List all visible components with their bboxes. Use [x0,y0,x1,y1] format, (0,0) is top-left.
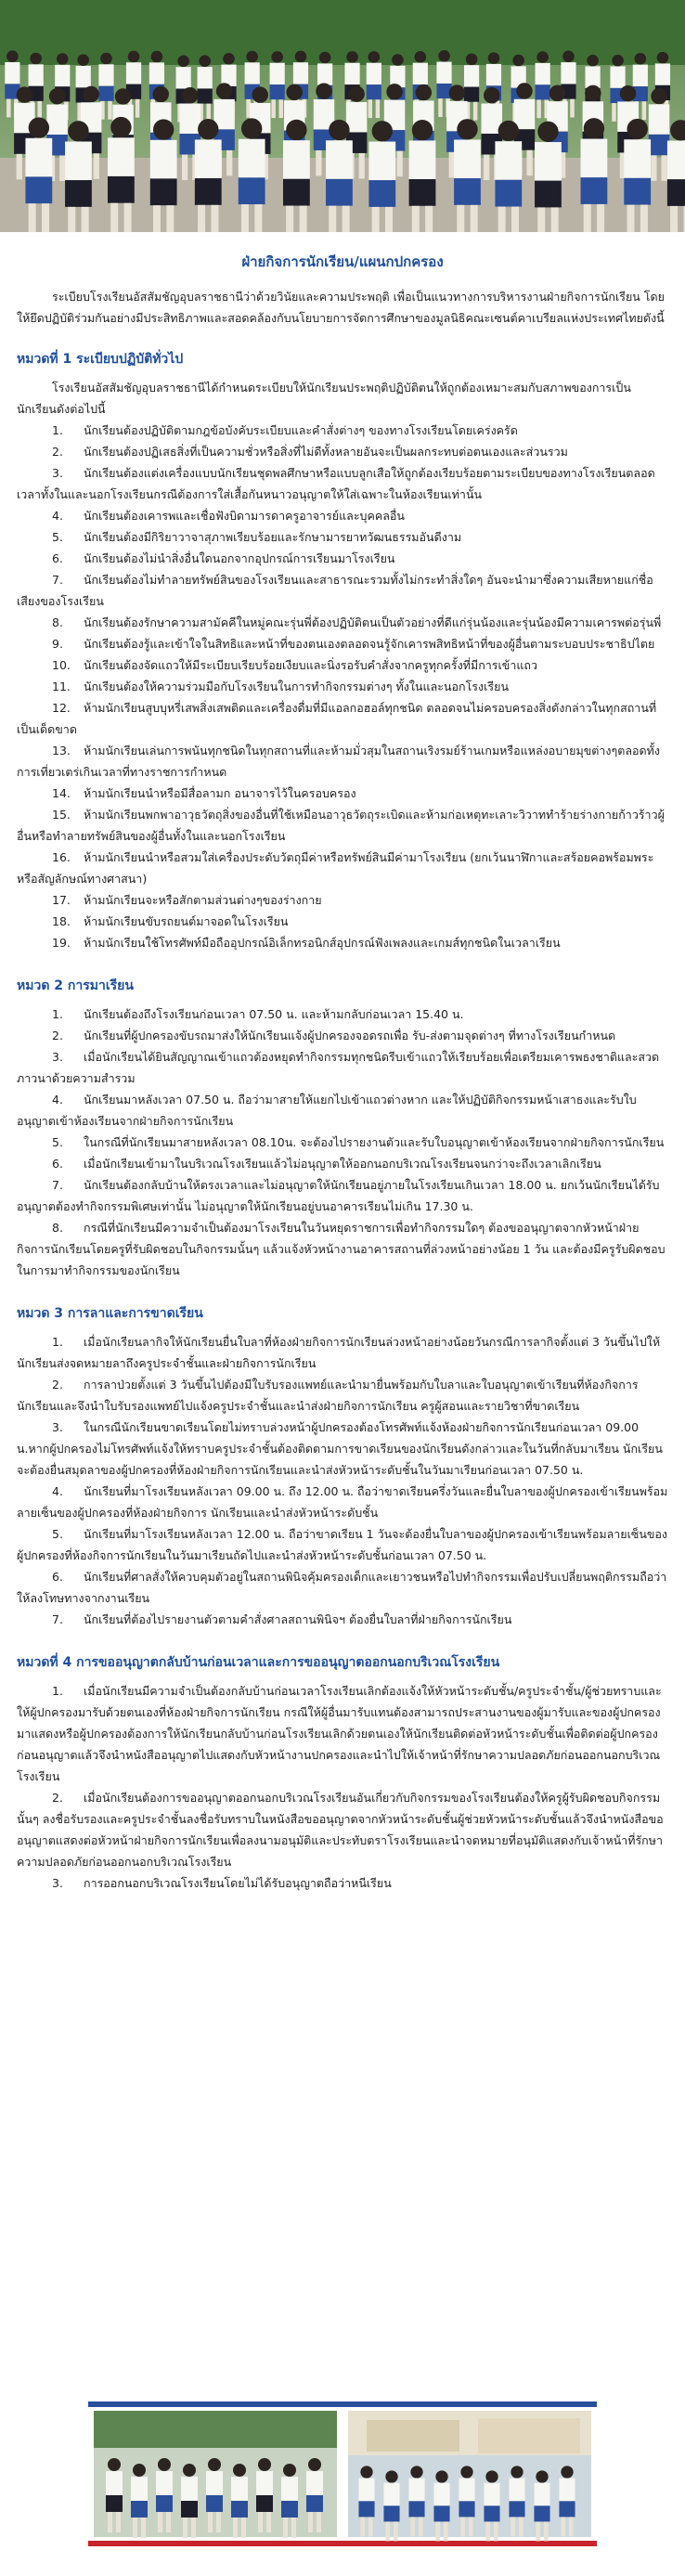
rule-text: เมื่อนักเรียนลากิจให้นักเรียนยื่นใบลาที่ห้องฝ่ายกิจการนักเรียนล่วงหน้าอย่างน้อยวันกรณีการลากิจตั้งแต่ 3 วันขึ้นไปให้นักเรียนส่งจดหมายลาถึงครูประจำชั้นและฝ่ายกิจการนักเรียน [17,1335,661,1370]
students-line-image [0,0,685,232]
rule-text: นักเรียนต้องรักษาความสามัคคีในหมู่คณะรุ่นพี่ต้องปฏิบัติตนเป็นตัวอย่างที่ดีแก่รุ่นน้องและรุ่นน้องมีความเคารพต่อรุ่นพี่ [84,615,662,629]
intro-paragraph: ระเบียบโรงเรียนอัสสัมชัญอุบลราชธานีว่าด้วยวินัยและความประพฤติ เพื่อเป็นแนวทางการบริหารงานฝ่ายกิจการนักเรียน โดยให้ยึดปฏิบัติร่วมกันอย่างมีประสิทธิภาพและสอดคล้องกับนโยบายการจัดการศึกษาของมูลนิธิคณะเซนต์คาเบรียลแห่งประเทศไทยดังนี้ [17,290,665,325]
hero-photo-students [0,0,685,232]
section-1 [17,349,668,953]
rule-text: นักเรียนต้องรู้และเข้าใจในสิทธิและหน้าที่ของตนเองตลอดจนรู้จักเคารพสิทธิหน้าที่ของผู้อื่นตามระบอบประชาธิปไตย [84,637,655,651]
bottom-photo-collage [88,2400,597,2548]
rule-item [17,932,668,953]
rule-text: ห้ามนักเรียนเล่นการพนันทุกชนิดในทุกสถานที่และห้ามมั่วสุมในสถานเริงรมย์ร้านเกมหรือแหล่งอบายมุขต่างๆตลอดทั้งการเที่ยวเตร่เกินเวลาที่ทางราชการกำหนด [17,744,660,779]
rule-number: 6. [52,551,63,565]
rule-item [17,526,668,548]
rule-item [17,1153,668,1174]
rule-number: 5. [52,1135,63,1149]
section-intro: โรงเรียนอัสสัมชัญอุบลราชธานีได้กำหนดระเบียบให้นักเรียนประพฤติปฏิบัติตนให้ถูกต้องเหมาะสมกับสภาพของการเป็นนักเรียนดังต่อไปนี้ [17,381,631,416]
rule-item [17,1609,668,1630]
rule-text: เมื่อนักเรียนต้องการขออนุญาตออกนอกบริเวณโรงเรียนอันเกี่ยวกับกิจกรรมของโรงเรียนต้องให้ครูผู้รับผิดชอบกิจกรรมนั้นๆ ลงชื่อรับรองและครูประจำชั้นลงชื่อรับทราบในหนังสือขออนุญาตจากหัวหน้าระดับชั้นผู้ช่วยหัวหน้าระดับชั้นแล้วจึงนำหนังสือขออนุญาตแสดงต่อหัวหน้าฝ่ายกิจการนักเรียนเพื่อลงนามอนุมัติและประทับตราโรงเรียนและนำจดหมายที่อนุมัติแสดงกับเจ้าหน้าที่รักษาความปลอดภัยก่อนออกนอกบริเวณโรงเรียน [17,1791,664,1869]
page-title: ฝ่ายกิจการนักเรียน/แผนกปกครอง [241,253,444,270]
rule-item [17,420,668,441]
rule-text: การออกนอกบริเวณโรงเรียนโดยไม่ได้รับอนุญาตถือว่าหนีเรียน [84,1876,392,1890]
section-heading: หมวด 3 การลาและการขาดเรียน [17,1306,203,1321]
rule-item [17,1132,668,1153]
rule-item [17,1872,668,1894]
rule-number: 9. [52,637,63,651]
rule-item [17,505,668,526]
rule-text: นักเรียนต้องปฏิเสธสิ่งที่เป็นความชั่วหรือสิ่งที่ไม่ดีทั้งหลายอันจะเป็นผลกระทบต่อตนเองและส่วนรวม [84,445,568,459]
rule-number: 4. [52,1484,63,1498]
rule-number: 10. [52,658,71,672]
rule-item [17,1025,668,1046]
rules-list [17,1003,668,1281]
rule-number: 2. [52,1029,63,1042]
rule-item [17,462,668,505]
rule-item [17,1417,668,1481]
rule-text: ห้ามนักเรียนพกพาอาวุธวัตถุสิ่งของอื่นที่ใช้เหมือนอาวุธวัตถุระเบิดและห้ามก่อเหตุทะเลาะวิวาททำร้ายร่างกายก้าวร้าวผู้อื่นหรือทำลายทรัพย์สินของผู้อื่นทั้งในและนอกโรงเรียน [17,808,665,843]
rule-number: 7. [52,573,63,587]
rule-number: 8. [52,1221,63,1235]
rule-item [17,1566,668,1609]
rule-text: นักเรียนที่ผู้ปกครองขับรถมาส่งให้นักเรียนแจ้งผู้ปกครองจอดรถเพื่อ รับ-ส่งตามจุดต่างๆ ที่ทางโรงเรียนกำหนด [84,1029,616,1042]
rule-text: นักเรียนต้องกลับบ้านให้ตรงเวลาและไม่อนุญาตให้นักเรียนอยู่ภายในโรงเรียนเกินเวลา 18.00 น. ยกเว้นนักเรียนได้รับอนุญาตต้องทำกิจกรรมพิเศษเท่านั้น ไม่อนุญาตให้นักเรียนอยู่บนอาคารเรียนไม่เกิน 17.30 น. [17,1178,660,1213]
rule-number: 6. [52,1570,63,1584]
rule-number: 1. [52,1684,63,1698]
rule-number: 19. [52,936,71,950]
rule-text: นักเรียนที่มาโรงเรียนหลังเวลา 12.00 น. ถือว่าขาดเรียน 1 วันจะต้องยื่นใบลาของผู้ปกครองเข้าเรียนพร้อมลายเซ็นของผู้ปกครองที่ห้องกิจการนักเรียนในวันมาเรียนถัดไปและนำส่งหัวหน้าระดับชั้นก่อนเวลา 07.50 น. [17,1527,668,1562]
rule-number: 13. [52,744,71,757]
rule-text: ห้ามนักเรียนนำหรือมีสื่อลามก อนาจารไว้ในครอบครอง [84,786,356,800]
rule-item [17,1217,668,1281]
rule-item [17,740,668,783]
rule-number: 2. [52,445,63,459]
rule-item [17,1003,668,1025]
rule-number: 5. [52,1527,63,1541]
rule-item [17,654,668,676]
rule-number: 2. [52,1378,63,1392]
section-heading: หมวดที่ 4 การขออนุญาตกลับบ้านก่อนเวลาและการขออนุญาตออกนอกบริเวณโรงเรียน [17,1655,500,1670]
rule-text: นักเรียนต้องแต่งเครื่องแบบนักเรียนชุดพลศึกษาหรือแบบลูกเสือให้ถูกต้องเรียบร้อยตามระเบียบของทางโรงเรียนตลอดเวลาทั้งในและนอกโรงเรียนกรณีต้องการใส่เสื้อกันหนาวอนุญาตให้ใส่เฉพาะในห้องเรียนเท่านั้น [17,466,655,501]
rule-text: นักเรียนต้องถึงโรงเรียนก่อนเวลา 07.50 น. และห้ามกลับก่อนเวลา 15.40 น. [84,1007,464,1021]
rule-item [17,1680,668,1787]
rule-text: นักเรียนที่ศาลสั่งให้ควบคุมตัวอยู่ในสถานพินิจคุ้มครองเด็กและเยาวชนหรือไปทำกิจกรรมเพื่อปรับเปลี่ยนพฤติกรรมถือว่าให้ลงโทษทางจากงานเรียน [17,1570,667,1605]
rule-number: 5. [52,530,63,544]
rule-item [17,804,668,847]
rule-text: ในกรณีนักเรียนขาดเรียนโดยไม่ทราบล่วงหน้าผู้ปกครองต้องโทรศัพท์แจ้งห้องฝ่ายกิจการนักเรียนก่อนเวลา 09.00 น.หากผู้ปกครองไม่โทรศัพท์แจ้งให้ทราบครูประจำชั้นต้องติดตามการขาดเรียนของนักเรียนดังกล่าวและในวันที่กลับมาเรียน นักเรียนจะต้องยื่นสมุดลาของผู้ปกครองที่ห้องฝ่ายกิจการนักเรียนและนำส่งหัวหน้าระดับชั้นในวันมาเรียนก่อนเวลา 07.50 น. [17,1420,663,1477]
rule-item [17,889,668,911]
rule-item [17,783,668,804]
rule-text: เมื่อนักเรียนเข้ามาในบริเวณโรงเรียนแล้วไม่อนุญาตให้ออกนอกบริเวณโรงเรียนจนกว่าจะถึงเวลาเลิกเรียน [84,1157,601,1171]
rule-item [17,847,668,889]
section-4 [17,1652,668,1894]
rule-item [17,1089,668,1132]
rule-number: 1. [52,1007,63,1021]
main-content [17,251,668,1916]
rules-list [17,1680,668,1894]
rule-number: 8. [52,615,63,629]
rule-item [17,1174,668,1217]
rule-number: 18. [52,914,71,928]
rule-number: 11. [52,680,71,693]
section-2 [17,976,668,1281]
rule-item [17,1046,668,1089]
rule-text: นักเรียนต้องเคารพและเชื่อฟังบิดามารดาครูอาจารย์และบุคคลอื่น [84,509,405,523]
rule-text: นักเรียนต้องไม่ทำลายทรัพย์สินของโรงเรียนและสาธารณะรวมทั้งไม่กระทำสิ่งใดๆ อันจะนำมาซึ่งความเสียหายแก่ชื่อเสียงของโรงเรียน [17,573,653,608]
rule-text: กรณีที่นักเรียนมีความจำเป็นต้องมาโรงเรียนในวันหยุดราชการเพื่อทำกิจกรรมใดๆ ต้องขออนุญาตจากหัวหน้าฝ่ายกิจการนักเรียนโดยครูที่รับผิดชอบในกิจกรรมนั้นๆ แล้วแจ้งหัวหน้างานอาคารสถานที่ล่วงหน้าอย่างน้อย 1 วัน และต้องมีครูรับผิดชอบในการมาทำกิจกรรมของนักเรียน [17,1221,666,1277]
rule-text: ห้ามนักเรียนนำหรือสวมใส่เครื่องประดับวัตถุมีค่าหรือทรัพย์สินมีค่ามาโรงเรียน (ยกเว้นนาฬิกาและสร้อยคอพร้อมพระหรือสัญลักษณ์ทางศาสนา) [17,850,654,886]
rule-text: การลาป่วยตั้งแต่ 3 วันขึ้นไปต้องมีใบรับรองแพทย์และนำมายื่นพร้อมกับใบลาและใบอนุญาตเข้าเรียนที่ห้องกิจการนักเรียนและจึงนำใบรับรองแพทย์ไปแจ้งครูประจำชั้นและนำส่งฝ่ายกิจการนักเรียน ครูผู้สอนและรายวิชาที่ขาดเรียน [17,1378,639,1413]
rule-item [17,569,668,612]
rule-number: 1. [52,1335,63,1349]
rule-number: 3. [52,466,63,480]
rule-text: ห้ามนักเรียนใช้โทรศัพท์มือถืออุปกรณ์อิเล็กทรอนิกส์อุปกรณ์ฟังเพลงและเกมส์ทุกชนิดในเวลาเรียน [84,936,561,950]
section-heading: หมวด 2 การมาเรียน [17,978,134,993]
rule-number: 3. [52,1876,63,1890]
section-heading: หมวดที่ 1 ระเบียบปฏิบัติทั่วไป [17,352,184,367]
rule-item [17,441,668,462]
rule-number: 14. [52,786,71,800]
rule-number: 3. [52,1050,63,1064]
collage-image [88,2400,597,2548]
rule-text: นักเรียนที่มาโรงเรียนหลังเวลา 09.00 น. ถึง 12.00 น. ถือว่าขาดเรียนครึ่งวันและยื่นใบลาของผู้ปกครองเข้าเรียนพร้อมลายเซ็นของผู้ปกครองที่ห้องฝ่ายกิจการ นักเรียนและนำส่งหัวหน้าระดับชั้น [17,1484,668,1520]
rule-number: 16. [52,850,71,864]
rule-text: นักเรียนต้องให้ความร่วมมือกับโรงเรียนในการทำกิจกรรมต่างๆ ทั้งในและนอกโรงเรียน [84,680,509,693]
rule-item [17,676,668,697]
rule-number: 3. [52,1420,63,1434]
rule-number: 1. [52,423,63,437]
rule-text: นักเรียนต้องปฏิบัติตามกฎข้อบังคับระเบียบและคำสั่งต่างๆ ของทางโรงเรียนโดยเคร่งครัด [84,423,518,437]
rule-text: เมื่อนักเรียนมีความจำเป็นต้องกลับบ้านก่อนเวลาโรงเรียนเลิกต้องแจ้งให้หัวหน้าระดับชั้น/ครูประจำชั้น/ผู้ช่วยทราบและให้ผู้ปกครองมารับด้วยตนเองที่ห้องฝ่ายกิจการนักเรียน กรณีให้ผู้อื่นมารับแทนต้องสามารถประสานงานของผู้มารับและของผู้ปกครองมาแสดงหรือผู้ปกครองต้องการให้นักเรียนกลับบ้านก่อนโรงเรียนเลิกด้วยตนเองให้นักเรียนติดต่อหัวหน้าระดับชั้นเพื่อติดต่อผู้ปกครองก่อนอนุญาตแล้วจึงนำหนังสืออนุญาตไปแสดงกับหัวหน้างานปกครองและนำไปให้เจ้าหน้าที่รักษาความปลอดภัยก่อนออกนอกบริเวณโรงเรียน [17,1684,662,1783]
rule-item [17,633,668,654]
rule-number: 12. [52,701,71,715]
rule-item [17,1331,668,1374]
rule-text: ห้ามนักเรียนสูบบุหรี่เสพสิ่งเสพติดและเครื่องดื่มที่มีแอลกอฮอล์ทุกชนิด ตลอดจนไม่ครอบครองสิ่งดังกล่าวในทุกสถานที่เป็นเด็ดขาด [17,701,657,736]
rule-text: ห้ามนักเรียนจะหรือสักตามส่วนต่างๆของร่างกาย [84,893,322,907]
rule-text: นักเรียนมาหลังเวลา 07.50 น. ถือว่ามาสายให้แยกไปเข้าแถวต่างหาก และให้ปฏิบัติกิจกรรมหน้าเสาธงและรับใบอนุญาตเข้าห้องเรียนจากฝ่ายกิจการนักเรียน [17,1093,637,1128]
rule-number: 4. [52,509,63,523]
rule-number: 6. [52,1157,63,1171]
rule-text: เมื่อนักเรียนได้ยินสัญญาณเข้าแถวต้องหยุดทำกิจกรรมทุกชนิดรีบเข้าแถวให้เรียบร้อยเพื่อเตรียมเคารพธงชาติและสวดภาวนาด้วยความสำรวม [17,1050,660,1085]
rule-number: 4. [52,1093,63,1107]
rule-item [17,1374,668,1417]
rule-number: 7. [52,1178,63,1192]
rule-item [17,612,668,633]
rule-text: นักเรียนต้องมีกิริยาวาจาสุภาพเรียบร้อยและรักษามารยาทวัฒนธรรมอันดีงาม [84,530,462,544]
rule-item [17,1787,668,1872]
rules-list [17,1331,668,1630]
rule-text: นักเรียนที่ต้องไปรายงานตัวตามคำสั่งศาลสถานพินิจฯ ต้องยื่นใบลาที่ฝ่ายกิจการนักเรียน [84,1612,512,1626]
rule-number: 2. [52,1791,63,1805]
rule-item [17,1523,668,1566]
rule-text: ในกรณีที่นักเรียนมาสายหลังเวลา 08.10น. จะต้องไปรายงานตัวและรับใบอนุญาตเข้าห้องเรียนจากฝ่ายกิจการนักเรียน [84,1135,665,1149]
rule-item [17,911,668,932]
rule-item [17,1481,668,1523]
rule-item [17,697,668,740]
rule-text: นักเรียนต้องจัดแถวให้มีระเบียบเรียบร้อยเงียบและนิ่งรอรับคำสั่งจากครูทุกครั้งที่มีการเข้าแถว [84,658,537,672]
rule-number: 7. [52,1612,63,1626]
rule-item [17,548,668,569]
rules-list [17,420,668,953]
rule-text: ห้ามนักเรียนขับรถยนต์มาจอดในโรงเรียน [84,914,289,928]
rule-text: นักเรียนต้องไม่นำสิ่งอื่นใดนอกจากอุปกรณ์การเรียนมาโรงเรียน [84,551,395,565]
section-3 [17,1303,668,1630]
rule-number: 15. [52,808,71,822]
rule-number: 17. [52,893,71,907]
